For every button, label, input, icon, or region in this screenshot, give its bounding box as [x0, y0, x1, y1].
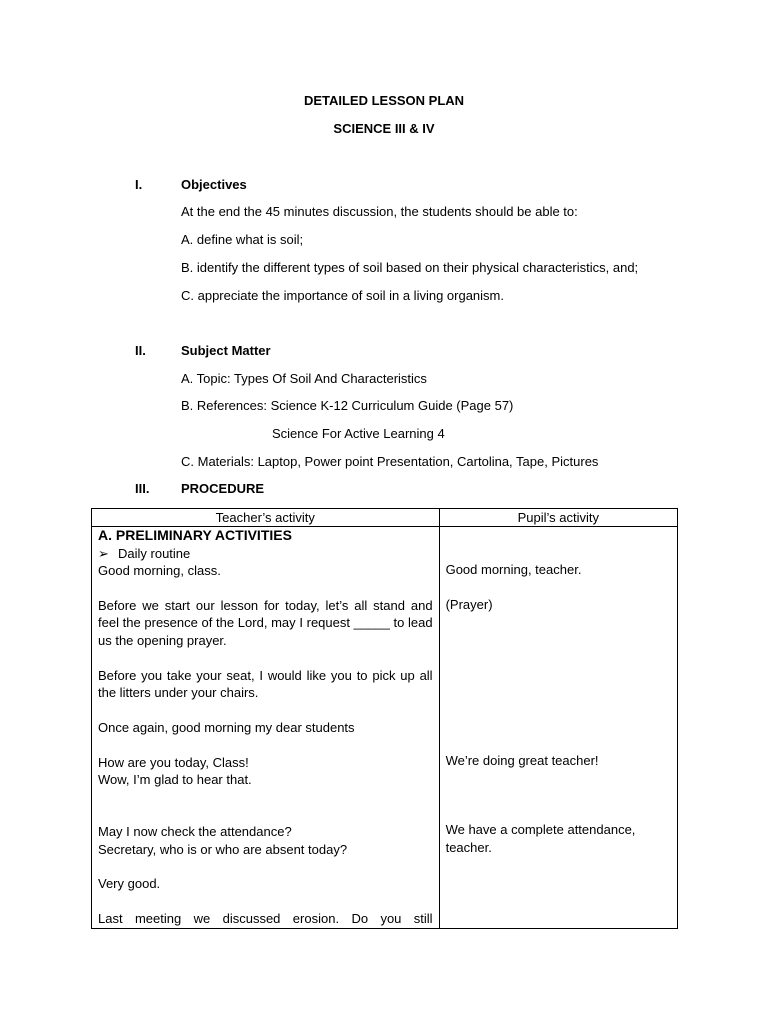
objective-item-a: A. define what is soil;	[181, 232, 304, 247]
procedure-numeral: III.	[135, 481, 150, 496]
objectives-heading: Objectives	[181, 177, 247, 192]
preliminary-activities-heading: A. PRELIMINARY ACTIVITIES	[98, 527, 292, 544]
pupil-activity-cell	[439, 527, 677, 928]
objective-item-c: C. appreciate the importance of soil in a living organism.	[181, 288, 504, 303]
line-gap	[98, 806, 433, 823]
objective-item-b: B. identify the different types of soil based on their physical characteristics, and;	[181, 260, 639, 275]
line-gap	[98, 736, 433, 753]
teacher-line: How are you today, Class!	[98, 754, 249, 770]
teacher-activity-cell	[92, 527, 440, 928]
pupil-line: Good morning, teacher.	[445, 562, 582, 578]
line-gap	[98, 893, 433, 910]
subject-materials: C. Materials: Laptop, Power point Presentation, Cartolina, Tape, Pictures	[181, 454, 599, 469]
subject-matter-numeral: II.	[135, 343, 146, 358]
teacher-activity-header: Teacher’s activity	[92, 509, 440, 527]
line-gap	[98, 580, 433, 597]
line-gap	[98, 701, 433, 718]
teacher-line: Last meeting we discussed erosion. Do you still	[98, 911, 433, 927]
pupil-line: (Prayer)	[445, 597, 493, 613]
teacher-line: Very good.	[98, 876, 161, 892]
procedure-table	[91, 508, 678, 929]
subject-matter-heading: Subject Matter	[181, 343, 271, 358]
pupil-line: We have a complete attendance, teacher.	[445, 822, 636, 855]
line-gap	[98, 858, 433, 875]
teacher-line: May I now check the attendance?	[98, 824, 292, 840]
objectives-numeral: I.	[135, 177, 143, 192]
document-subtitle: SCIENCE III & IV	[333, 121, 435, 136]
line-gap	[98, 649, 433, 666]
pupil-activity-header: Pupil’s activity	[439, 509, 677, 527]
table-row	[92, 527, 678, 928]
bullet-item	[98, 545, 433, 562]
subject-references-2: Science For Active Learning 4	[272, 426, 445, 441]
subject-references: B. References: Science K-12 Curriculum Guide (Page 57)	[181, 398, 514, 413]
procedure-heading: PROCEDURE	[181, 481, 265, 496]
line-gap	[98, 788, 433, 805]
document-title: DETAILED LESSON PLAN	[303, 93, 465, 108]
table-header-row	[92, 509, 678, 527]
teacher-line: Wow, I’m glad to hear that.	[98, 772, 252, 788]
subject-topic: A. Topic: Types Of Soil And Characteristics	[181, 371, 427, 386]
teacher-line: Secretary, who is or who are absent today?	[98, 841, 348, 857]
pupil-line: We’re doing great teacher!	[445, 753, 599, 769]
teacher-line: Before you take your seat, I would like you to pick up all the litters under your chairs.	[98, 667, 433, 701]
teacher-line: Before we start our lesson for today, let’s all stand and feel the presence of the Lord, may I request _____ to lead us the opening prayer.	[98, 598, 433, 648]
teacher-line: Good morning, class.	[98, 563, 221, 579]
arrow-bullet-icon: ➢	[98, 545, 109, 561]
objectives-intro: At the end the 45 minutes discussion, the students should be able to:	[181, 204, 578, 219]
bullet-text: Daily routine	[118, 545, 191, 561]
teacher-line: Once again, good morning my dear students	[98, 719, 355, 735]
